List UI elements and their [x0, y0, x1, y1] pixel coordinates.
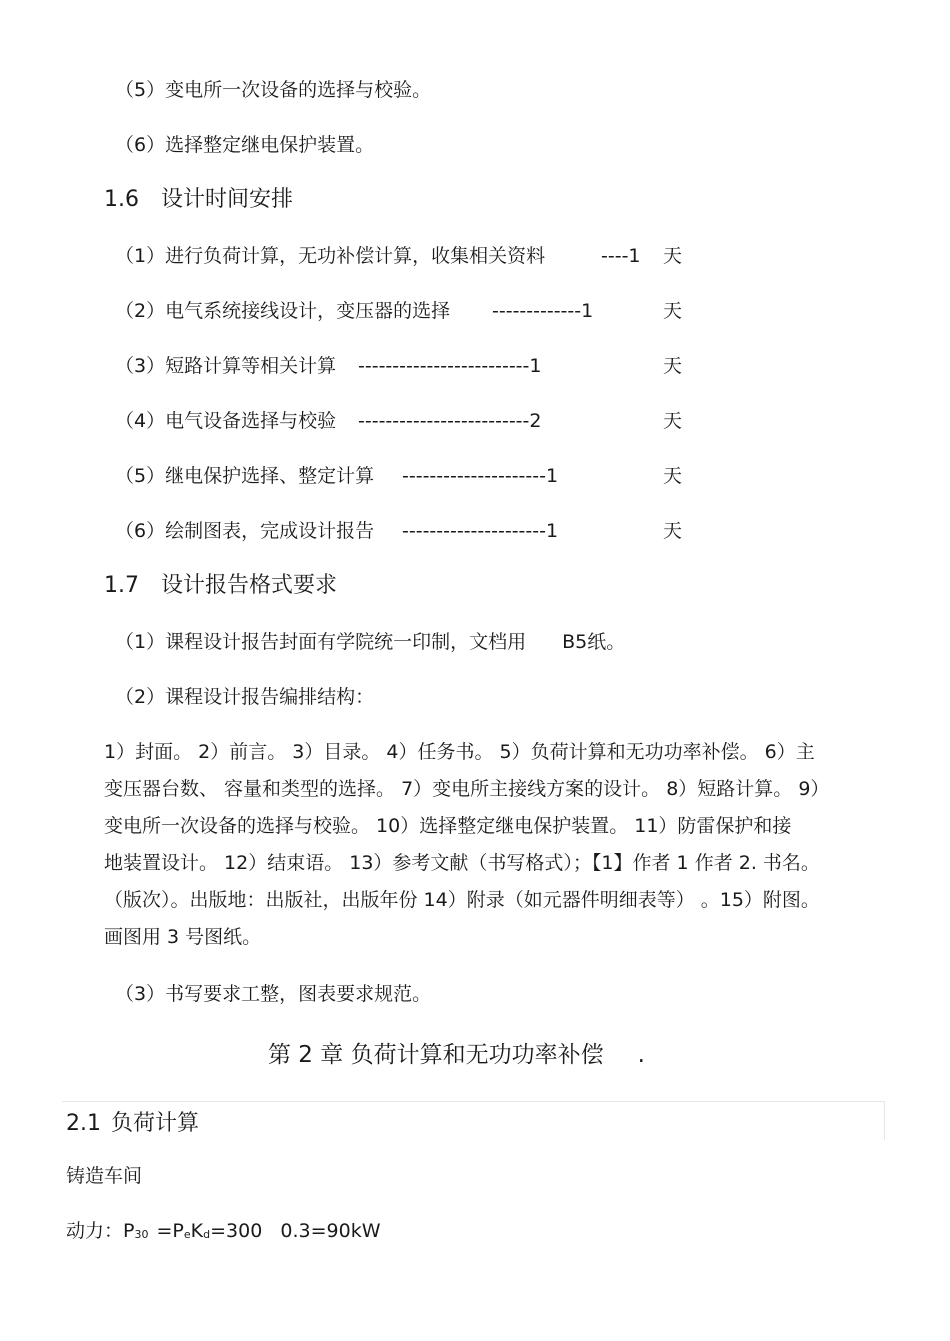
format-item-2: （2）课程设计报告编排结构：: [115, 686, 375, 708]
chapter-title-text: 第 2 章 负荷计算和无功功率补偿: [268, 1042, 604, 1068]
chapter-title-dot: .: [637, 1042, 645, 1068]
format-item-3: （3）书写要求工整，图表要求规范。: [115, 983, 432, 1005]
schedule-duration: -------------------------1: [358, 355, 542, 377]
chapter-title: [268, 1040, 645, 1070]
section-heading-1-6: [104, 186, 293, 214]
schedule-unit: 天: [663, 465, 683, 487]
paper-size: B5纸。: [562, 631, 626, 653]
formula-e-sub: e: [183, 1228, 191, 1241]
schedule-text: （3）短路计算等相关计算: [115, 355, 337, 377]
schedule-duration: ---------------------1: [402, 520, 559, 542]
schedule-duration: -------------------------2: [358, 410, 542, 432]
section-number: 2.1: [66, 1111, 101, 1136]
list-item-6: （6）选择整定继电保护装置。: [115, 134, 375, 156]
structure-line: （版次）。出版地：出版社，出版年份 14）附录（如元器件明细表等） 。15）附图。: [104, 889, 820, 911]
section-heading-2-1: [66, 1110, 199, 1138]
schedule-text: （4）电气设备选择与校验: [115, 410, 337, 432]
structure-line: 1）封面。 2）前言。 3）目录。 4）任务书。 5）负荷计算和无功功率补偿。 6）主: [104, 741, 815, 763]
section-title: 负荷计算: [111, 1111, 200, 1136]
formula-label: 动力：: [66, 1220, 124, 1242]
schedule-unit: 天: [663, 300, 683, 322]
workshop-name: 铸造车间: [66, 1165, 143, 1187]
section-number: 1.6: [104, 187, 139, 212]
list-item-5: （5）变电所一次设备的选择与校验。: [115, 79, 432, 101]
structure-line: 变压器台数、 容量和类型的选择。 7）变电所主接线方案的设计。 8）短路计算。 9）: [104, 778, 830, 800]
formula-p: P: [123, 1220, 135, 1242]
structure-line: 画图用 3 号图纸。: [104, 926, 262, 948]
schedule-text: （6）绘制图表，完成设计报告: [115, 520, 375, 542]
schedule-duration: ----1: [601, 245, 641, 267]
structure-line: 地装置设计。 12）结束语。 13）参考文献（书写格式）；【1】作者 1 作者 2. 书名。: [104, 852, 820, 874]
schedule-unit: 天: [663, 410, 683, 432]
schedule-unit: 天: [663, 520, 683, 542]
schedule-text: （1）进行负荷计算，无功补偿计算，收集相关资料: [115, 245, 546, 267]
schedule-duration: -------------1: [492, 300, 594, 322]
section-number: 1.7: [104, 573, 139, 598]
power-formula: [66, 1219, 381, 1246]
formula-p-sub: 30: [134, 1228, 149, 1241]
section-title: 设计时间安排: [161, 187, 294, 212]
format-item-1: [115, 630, 625, 654]
formula-rest: =300 0.3=90kW: [210, 1220, 381, 1242]
section-title: 设计报告格式要求: [161, 573, 338, 598]
schedule-duration: ---------------------1: [402, 465, 559, 487]
format-item-1-text: （1）课程设计报告封面有学院统一印制，文档用: [115, 631, 527, 653]
schedule-unit: 天: [663, 245, 683, 267]
formula-k: K: [190, 1220, 204, 1242]
schedule-text: （5）继电保护选择、整定计算: [115, 465, 375, 487]
section-heading-1-7: [104, 572, 337, 600]
schedule-unit: 天: [663, 355, 683, 377]
schedule-text: （2）电气系统接线设计，变压器的选择: [115, 300, 451, 322]
formula-eq: =P: [156, 1220, 184, 1242]
formula-d-sub: d: [203, 1228, 211, 1241]
structure-line: 变电所一次设备的选择与校验。 10）选择整定继电保护装置。 11）防雷保护和接: [104, 815, 792, 837]
